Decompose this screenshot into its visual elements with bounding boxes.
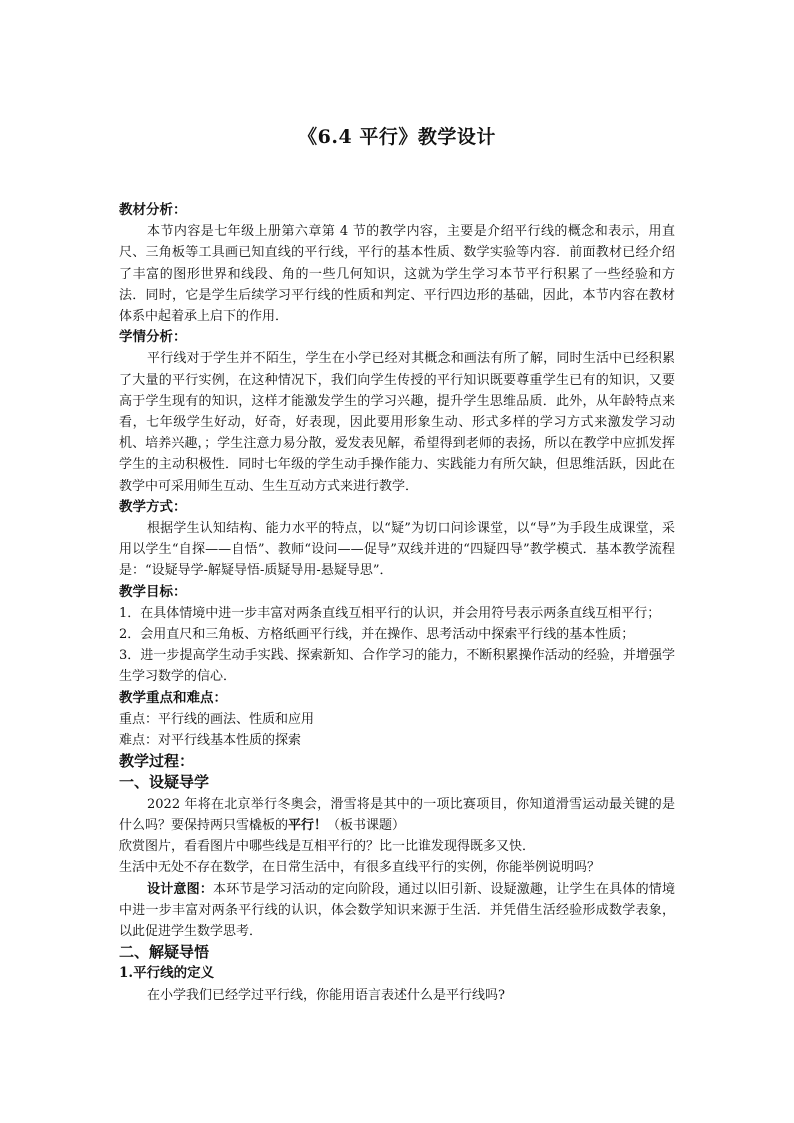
heading-teaching-process: 教学过程： bbox=[119, 752, 195, 771]
paragraph-student-analysis: 平行线对于学生并不陌生，学生在小学已经对其概念和画法有所了解，同时生活中已经积累了大量的平行实例，在这种情况下，我们向学生传授的平行知识既要尊重学生已有的知识，又要高于学生现有的知识，这样才能激发学生的学习兴趣，提升学生思维品质．此外，从年龄特点来看，七年级学生好动，好奇，好表现，因此要用形象生动、形式多样的学习方式来激发学习动机、培养兴趣，；学生注意力易分散，爱发表见解，希望得到老师的表扬，所以在教学中应抓发挥学生的主动积极性．同时七年级的学生动手操作能力、实践能力有所欠缺，但思维活跃，因此在教学中可采用师生互动、生生互动方式来进行教学． bbox=[119, 351, 675, 494]
key-point: 重点：平行线的画法、性质和应用 bbox=[119, 711, 315, 727]
paragraph-appreciate-pictures: 欣赏图片，看看图片中哪些线是互相平行的？比一比谁发现得既多又快． bbox=[119, 839, 536, 855]
paragraph-design-intent: 设计意图：本环节是学习活动的定向阶段，通过以旧引新、设疑激趣，让学生在具体的情境中进一步丰富对两条平行线的认识，体会数学知识来源于生活．并凭借生活经验形成数学表象，以此促进学生数学思考． bbox=[119, 881, 675, 939]
paragraph-textbook-analysis: 本节内容是七年级上册第六章第 4 节的教学内容，主要是介绍平行线的概念和表示，用直尺、三角板等工具画已知直线的平行线，平行的基本性质、数学实验等内容．前面教材已经介绍了丰富的图形世界和线段、角的一些几何知识，这就为学生学习本节平行积累了一些经验和方法．同时，它是学生后续学习平行线的性质和判定、平行四边形的基础，因此，本节内容在教材体系中起着承上启下的作用． bbox=[119, 224, 675, 325]
goal-item: 3．进一步提高学生动手实践、探索新知、合作学习的能力，不断积累操作活动的经验，并增强学生学习数学的信心． bbox=[119, 648, 675, 685]
document-body bbox=[119, 200, 675, 1006]
paragraph-winter-olympics: 2022 年将在北京举行冬奥会，滑雪将是其中的一项比赛项目，你知道滑雪运动最关键的是什么吗？要保持两只雪橇板的平行！（板书课题） bbox=[119, 796, 675, 833]
heading-student-analysis: 学情分析： bbox=[119, 329, 187, 346]
heading-teaching-method: 教学方式： bbox=[119, 498, 187, 515]
heading-textbook-analysis: 教材分析： bbox=[119, 202, 187, 218]
goal-item: 2．会用直尺和三角板、方格纸画平行线，并在操作、思考活动中探索平行线的基本性质； bbox=[119, 627, 635, 643]
heading-key-points: 教学重点和难点： bbox=[119, 689, 227, 706]
paragraph-definition-question: 在小学我们已经学过平行线，你能用语言表述什么是平行线吗? bbox=[147, 987, 505, 1003]
paragraph-life-examples: 生活中无处不存在数学，在日常生活中，有很多直线平行的实例，你能举例说明吗？ bbox=[119, 860, 601, 876]
heading-part-one: 一、设疑导学 bbox=[119, 773, 210, 792]
paragraph-teaching-method: 根据学生认知结构、能力水平的特点，以“疑”为切口问诊课堂，以“导”为手段生成课堂，采用以学生“自探——自悟”、教师“设问——促导”双线并进的“四疑四导”教学模式．基本教学流程是：“设疑导学-解疑导悟-质疑导用-悬疑导思”． bbox=[119, 521, 675, 579]
document-title: 《6.4 平行》教学设计 bbox=[298, 126, 496, 148]
goal-item: 1．在具体情境中进一步丰富对两条直线互相平行的认识，并会用符号表示两条直线互相平行； bbox=[119, 605, 661, 621]
heading-teaching-goals: 教学目标： bbox=[119, 583, 187, 600]
heading-part-two: 二、解疑导悟 bbox=[119, 943, 210, 962]
heading-definition: 1.平行线的定义 bbox=[119, 965, 215, 982]
difficult-point: 难点：对平行线基本性质的探索 bbox=[119, 733, 302, 749]
